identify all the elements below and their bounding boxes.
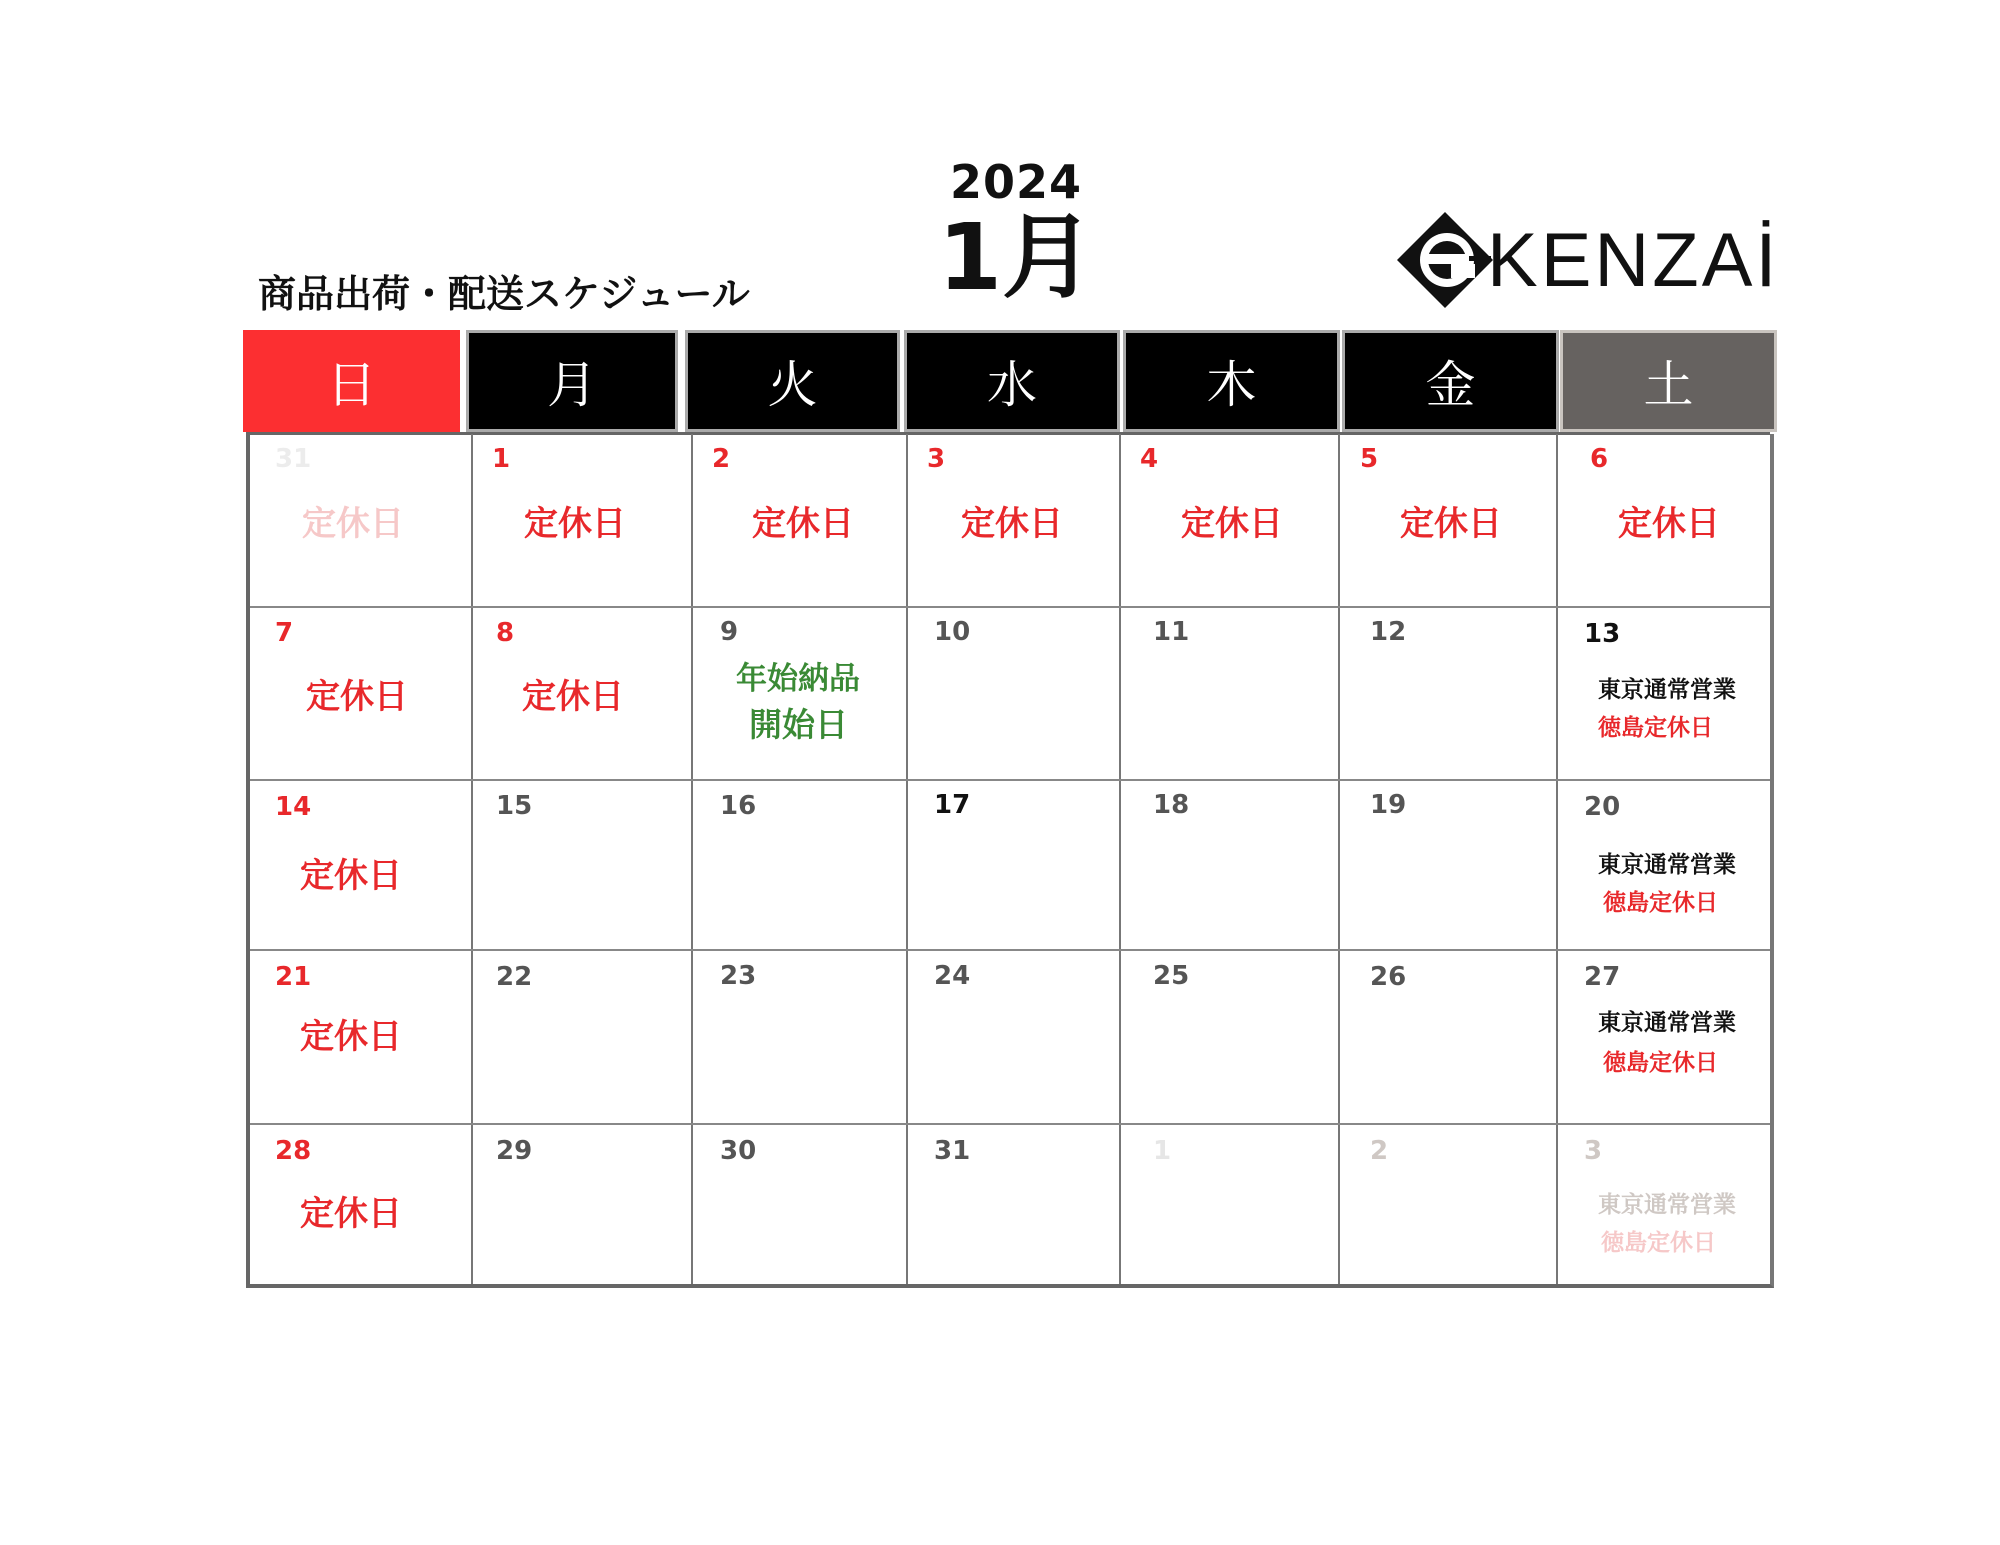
grid-hline — [250, 779, 1770, 781]
tokushima-closed-note: 徳島定休日 — [1601, 1230, 1716, 1256]
grid-vline — [906, 434, 908, 1284]
holiday-label: 定休日 — [961, 504, 1063, 544]
day-number: 24 — [934, 961, 971, 991]
day-number: 2 — [1370, 1136, 1389, 1166]
day-number: 31 — [934, 1136, 971, 1166]
weekday-tue: 火 — [685, 330, 900, 432]
logo-diamond-icon — [1395, 210, 1495, 310]
day-number: 14 — [275, 792, 312, 822]
day-number: 15 — [496, 791, 533, 821]
day-number: 17 — [934, 790, 971, 820]
day-number: 26 — [1370, 962, 1407, 992]
holiday-label: 定休日 — [1181, 504, 1283, 544]
grid-vline — [1119, 434, 1121, 1284]
day-number: 25 — [1153, 961, 1190, 991]
day-number: 4 — [1140, 444, 1159, 474]
day-number: 7 — [275, 618, 294, 648]
day-number: 1 — [492, 444, 511, 474]
grid-vline — [1338, 434, 1340, 1284]
day-number: 6 — [1590, 444, 1609, 474]
day-number: 12 — [1370, 617, 1407, 647]
tokyo-open-note: 東京通常営業 — [1598, 1010, 1736, 1036]
day-number: 21 — [275, 962, 312, 992]
holiday-label: 定休日 — [300, 1194, 402, 1234]
tokushima-closed-note: 徳島定休日 — [1603, 1050, 1718, 1076]
day-number: 20 — [1584, 792, 1621, 822]
day-number: 11 — [1153, 617, 1190, 647]
day-number: 1 — [1153, 1136, 1172, 1166]
day-number: 23 — [720, 961, 757, 991]
holiday-label: 定休日 — [1400, 504, 1502, 544]
holiday-label: 定休日 — [306, 677, 408, 717]
day-number: 28 — [275, 1136, 312, 1166]
grid-hline — [250, 1123, 1770, 1125]
weekday-mon: 月 — [466, 330, 678, 432]
day-number: 22 — [496, 962, 533, 992]
day-number: 29 — [496, 1136, 533, 1166]
grid-vline — [1556, 434, 1558, 1284]
e-kenzai-logo — [1395, 210, 1780, 310]
holiday-label: 定休日 — [302, 504, 404, 544]
weekday-fri: 金 — [1342, 330, 1559, 432]
weekday-header-row — [243, 330, 1767, 432]
holiday-label: 定休日 — [522, 677, 624, 717]
holiday-label: 定休日 — [524, 504, 626, 544]
tokyo-open-note: 東京通常営業 — [1598, 1192, 1736, 1218]
weekday-sun: 日 — [243, 330, 460, 432]
day-number: 16 — [720, 791, 757, 821]
grid-vline — [471, 434, 473, 1284]
day-number: 2 — [712, 444, 731, 474]
holiday-label: 定休日 — [1618, 504, 1720, 544]
delivery-start-label: 開始日 — [749, 705, 848, 744]
weekday-wed: 水 — [904, 330, 1120, 432]
day-number: 13 — [1584, 619, 1621, 649]
tokyo-open-note: 東京通常営業 — [1598, 852, 1736, 878]
month-title: 1月 — [937, 204, 1094, 311]
day-number: 18 — [1153, 790, 1190, 820]
tokushima-closed-note: 徳島定休日 — [1603, 890, 1718, 916]
grid-vline — [691, 434, 693, 1284]
grid-hline — [250, 949, 1770, 951]
day-number: 31 — [275, 444, 312, 474]
tokyo-open-note: 東京通常営業 — [1598, 677, 1736, 703]
tokushima-closed-note: 徳島定休日 — [1598, 715, 1713, 741]
logo-wordmark: KENZAİ — [1487, 218, 1780, 303]
day-number: 10 — [934, 617, 971, 647]
holiday-label: 定休日 — [300, 856, 402, 896]
day-number: 3 — [1584, 1136, 1603, 1166]
weekday-thu: 木 — [1123, 330, 1340, 432]
day-number: 19 — [1370, 790, 1407, 820]
grid-hline — [250, 606, 1770, 608]
calendar-grid — [246, 434, 1774, 1288]
day-number: 9 — [720, 617, 739, 647]
weekday-sat: 土 — [1560, 330, 1777, 432]
day-number: 5 — [1360, 444, 1379, 474]
day-number: 3 — [927, 444, 946, 474]
schedule-subtitle: 商品出荷・配送スケジュール — [258, 272, 750, 316]
day-number: 27 — [1584, 962, 1621, 992]
day-number: 30 — [720, 1136, 757, 1166]
holiday-label: 定休日 — [300, 1017, 402, 1057]
day-number: 8 — [496, 618, 515, 648]
delivery-start-label: 年始納品 — [736, 661, 860, 697]
holiday-label: 定休日 — [752, 504, 854, 544]
year: 2024 — [949, 155, 1083, 209]
